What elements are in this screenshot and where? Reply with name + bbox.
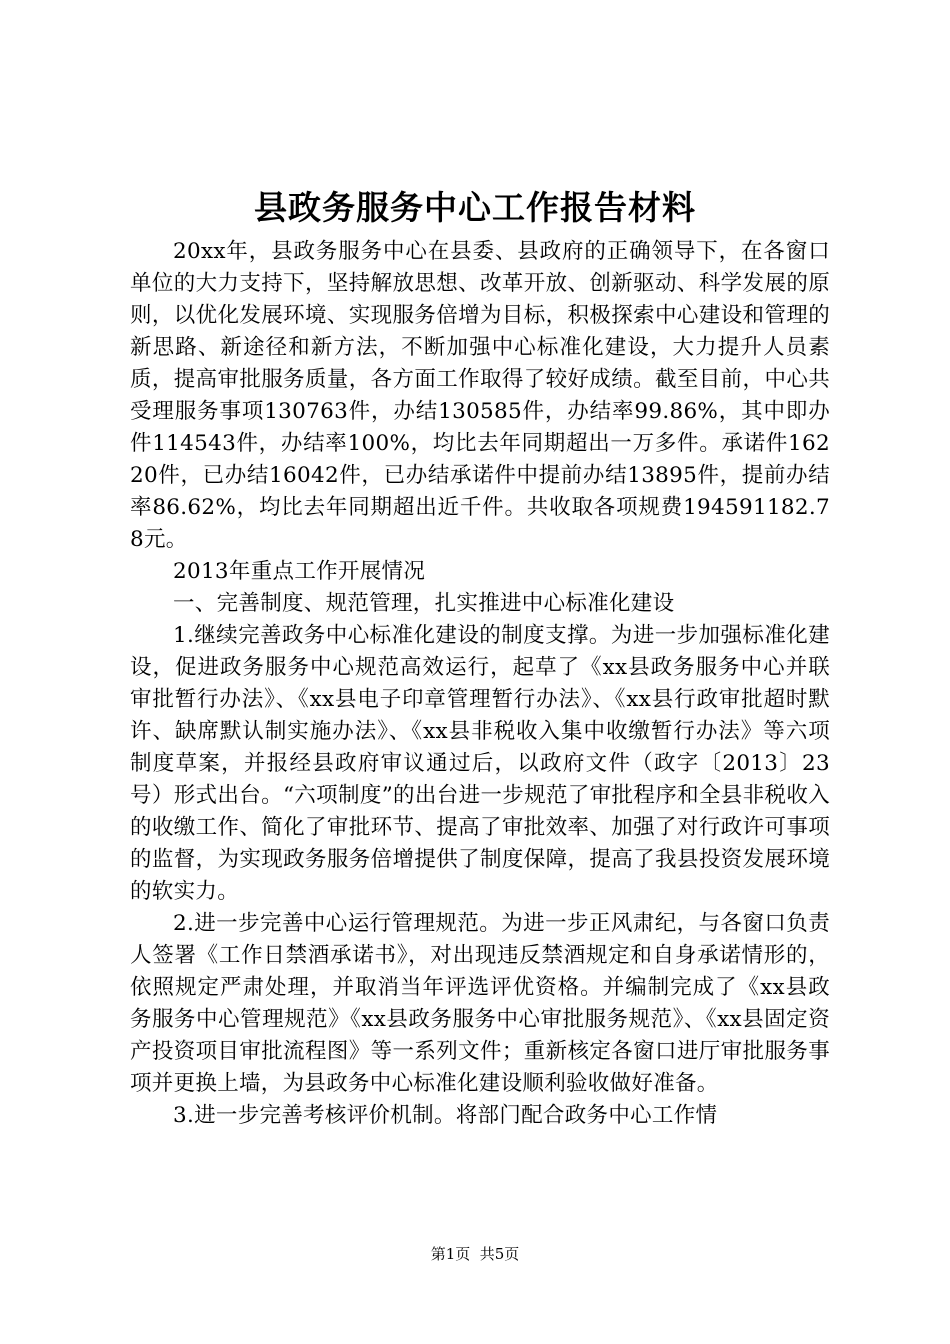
paragraph-section-heading: 2013年重点工作开展情况	[173, 559, 426, 584]
paragraph-intro: 20xx年，县政务服务中心在县委、县政府的正确领导下，在各窗口单位的大力支持下，坚持解放思想、改革开放、创新驱动、科学发展的原则，以优化发展环境、实现服务倍增为目标，积极探索中心建设和管理的新思路、新途径和新方法，不断加强中心标准化建设，大力提升人员素质，提高审批服务质量，各方面工作取得了较好成绩。截至目前，中心共受理服务事项130763件，办结130585件，办结率99.86%，其中即办件114543件，办结率100%，均比去年同期超出一万多件。承诺件16220件，已办结16042件，已办结承诺件中提前办结13895件，提前办结率86.62%，均比去年同期超出近千件。共收取各项规费194591182.78元。	[130, 239, 830, 552]
document-title: 县政务服务中心工作报告材料	[254, 188, 696, 227]
document-body	[130, 236, 830, 1132]
paragraph-item-1: 1.继续完善政务中心标准化建设的制度支撑。为进一步加强标准化建设，促进政务服务中心规范高效运行，起草了《xx县政务服务中心并联审批暂行办法》、《xx县电子印章管理暂行办法》、《xx县行政审批超时默许、缺席默认制实施办法》、《xx县非税收入集中收缴暂行办法》等六项制度草案，并报经县政府审议通过后，以政府文件（政字〔2013〕23号）形式出台。“六项制度”的出台进一步规范了审批程序和全县非税收入的收缴工作、简化了审批环节、提高了审批效率、加强了对行政许可事项的监督，为实现政务服务倍增提供了制度保障，提高了我县投资发展环境的软实力。	[130, 623, 830, 904]
paragraph-item-3: 3.进一步完善考核评价机制。将部门配合政务中心工作情	[173, 1103, 718, 1128]
paragraph-subsection-one: 一、完善制度、规范管理，扎实推进中心标准化建设	[173, 591, 675, 616]
page-number-footer: 第1页 共5页	[430, 1245, 520, 1263]
paragraph-item-2: 2.进一步完善中心运行管理规范。为进一步正风肃纪，与各窗口负责人签署《工作日禁酒承诺书》，对出现违反禁酒规定和自身承诺情形的，依照规定严肃处理，并取消当年评选评优资格。并编制完成了《xx县政务服务中心管理规范》《xx县政务服务中心审批服务规范》、《xx县固定资产投资项目审批流程图》等一系列文件；重新核定各窗口进厅审批服务事项并更换上墙，为县政务中心标准化建设顺利验收做好准备。	[130, 911, 830, 1096]
